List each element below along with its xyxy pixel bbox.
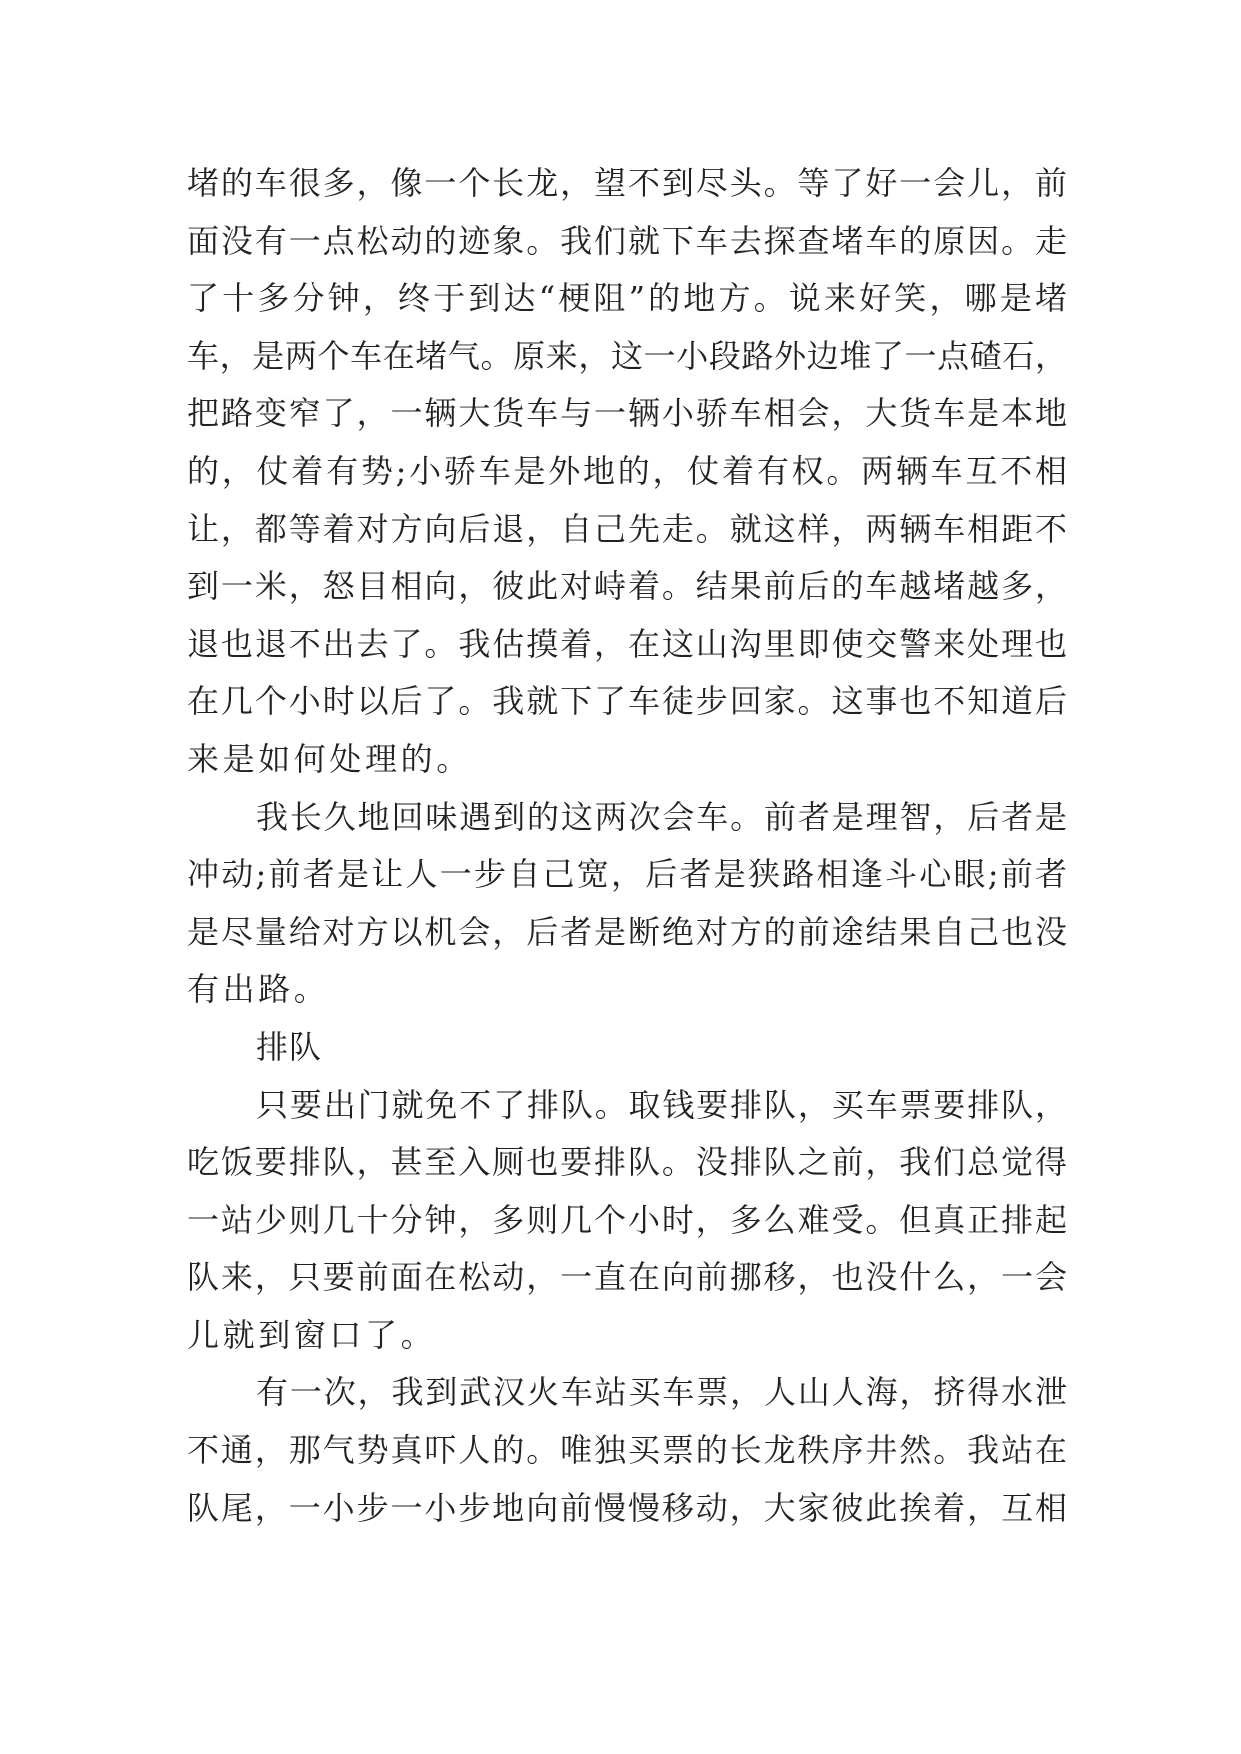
paragraph-first-line: 只要出门就免不了排队。取钱要排队，买车票要排队，	[256, 1085, 1067, 1124]
text-line: 的，仗着有势;小骄车是外地的，仗着有权。两辆车互不相	[187, 451, 1067, 490]
text-line: 把路变窄了，一辆大货车与一辆小骄车相会，大货车是本地	[187, 394, 1067, 433]
text-line: 有出路。	[187, 970, 330, 1009]
text-line: 是尽量给对方以机会，后者是断绝对方的前途结果自己也没	[187, 912, 1067, 951]
text-line: 队尾，一小步一小步地向前慢慢移动，大家彼此挨着，互相	[187, 1488, 1067, 1527]
paragraph-first-line: 有一次，我到武汉火车站买车票，人山人海，挤得水泄	[256, 1373, 1067, 1412]
text-line: 队来，只要前面在松动，一直在向前挪移，也没什么，一会	[187, 1258, 1067, 1297]
document-body	[187, 155, 1067, 1537]
text-line: 了十多分钟，终于到达“梗阻”的地方。说来好笑，哪是堵	[187, 279, 1067, 318]
text-line: 到一米，怒目相向，彼此对峙着。结果前后的车越堵越多，	[187, 567, 1067, 606]
section-heading: 排队	[256, 1027, 323, 1066]
text-line: 儿就到窗口了。	[187, 1315, 437, 1354]
text-line: 吃饭要排队，甚至入厕也要排队。没排队之前，我们总觉得	[187, 1143, 1067, 1182]
text-line: 面没有一点松动的迹象。我们就下车去探查堵车的原因。走	[187, 221, 1067, 260]
text-line: 让，都等着对方向后退，自己先走。就这样，两辆车相距不	[187, 509, 1067, 548]
paragraph-first-line: 我长久地回味遇到的这两次会车。前者是理智，后者是	[256, 797, 1067, 836]
text-line: 退也退不出去了。我估摸着，在这山沟里即使交警来处理也	[187, 624, 1067, 663]
text-line: 堵的车很多，像一个长龙，望不到尽头。等了好一会儿，前	[187, 164, 1067, 202]
text-line: 一站少则几十分钟，多则几个小时，多么难受。但真正排起	[187, 1200, 1067, 1239]
text-line: 车，是两个车在堵气。原来，这一小段路外边堆了一点碴石，	[187, 336, 1067, 375]
text-line: 在几个小时以后了。我就下了车徒步回家。这事也不知道后	[187, 682, 1067, 721]
text-line: 来是如何处理的。	[187, 739, 472, 778]
text-line: 冲动;前者是让人一步自己宽，后者是狭路相逢斗心眼;前者	[187, 855, 1067, 894]
text-line: 不通，那气势真吓人的。唯独买票的长龙秩序井然。我站在	[187, 1431, 1067, 1470]
